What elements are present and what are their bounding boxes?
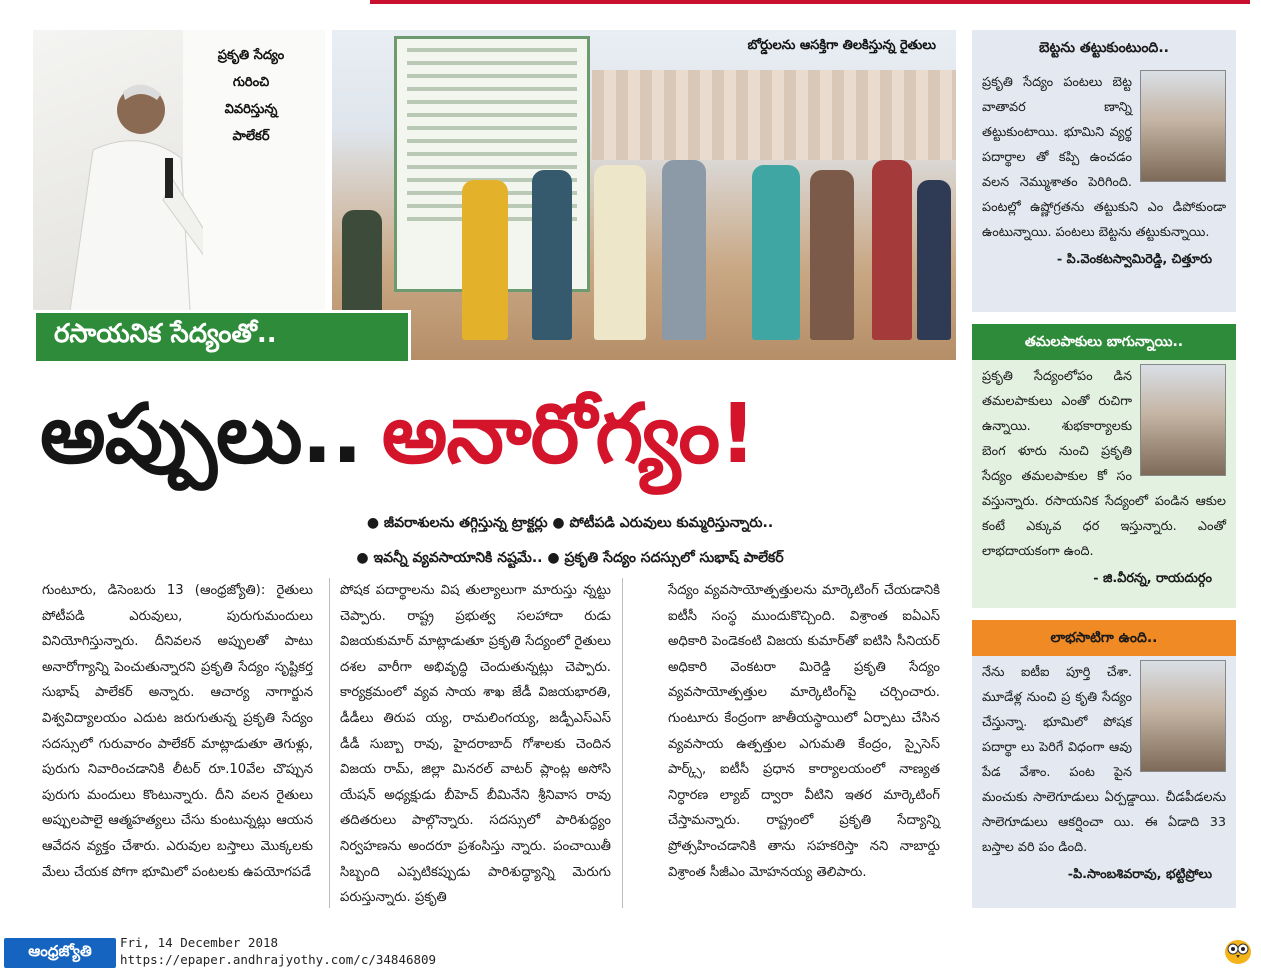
- bullet-row: ● జీవరాశులను తగ్గిస్తున్న ట్రాక్టర్లు ● పోటీపడి ఎరువులు కుమ్మరిస్తున్నారు..: [366, 515, 774, 531]
- edition-date: Fri, 14 December 2018: [120, 935, 279, 950]
- sidebar-text: ప్రకృతి సేద్యంలోపం డిన తమలపాకులు ఎంతో రుచిగా ఉన్నాయి. శుభకార్యాలకు బెంగ ళూరు నుంచి ప్రకృతి సేద్యం తమలపాకుల కో సం వస్తున్నారు. రసాయనిక సేద్యంలో పండిన ఆకుల కంటే ఎక్కువ ధర ఇస్తున్నారు. ఎంతో లాభదాయకంగా ఉంది.: [982, 369, 1226, 559]
- farmer-portrait: [1140, 660, 1226, 772]
- sidebar-text: ప్రకృతి సేద్యం పంటలు బెట్ట వాతావర ణాన్ని తట్టుకుంటాయి. భూమిని వ్యర్థ పదార్థాల తో కప్పి ఉంచడం వలన నెమ్ముశాతం పెరిగింది. పంటల్లో ఉష్ణోగ్రతను తట్టుకుని ఎం డిపోకుండా ఉంటున్నాయి. పంటలు బెట్టను తట్టుకున్నాయి.: [982, 75, 1226, 240]
- sidebar-box-3: [972, 620, 1236, 908]
- top-red-rule: [370, 0, 1250, 4]
- headline-part2: అనారోగ్యం!: [381, 387, 756, 482]
- bullet-points: [200, 506, 940, 576]
- sidebar-box-2: [972, 324, 1236, 608]
- headline-part1: అప్పులు..: [40, 387, 362, 482]
- bullet-row: ● ఇవన్నీ వ్యవసాయానికి నష్టమే.. ● ప్రకృతి సేద్యం సదస్సులో సుభాష్ పాలేకర్: [356, 550, 784, 566]
- column-divider: [329, 578, 330, 908]
- sidebar-title: లాభసాటిగా ఉంది..: [972, 620, 1236, 656]
- main-photo-caption: బోర్డులను ఆసక్తిగా తిలకిస్తున్న రైతులు: [747, 38, 936, 53]
- epaper-url[interactable]: https://epaper.andhrajyothy.com/c/34846809: [120, 952, 437, 967]
- owl-icon: [1222, 934, 1254, 966]
- subheading-banner: రసాయనిక సేద్యంతో..: [33, 310, 411, 364]
- left-photo-caption: ప్రకృతి సేద్యం గురించి వివరిస్తున్న పాలేకర్: [217, 48, 285, 144]
- article-column-3: సేద్యం వ్యవసాయోత్పత్తులను మార్కెటింగ్ చేయడానికి ఐటీసీ సంస్థ ముందుకొచ్చింది. విశ్రాంత ఐఏఎస్ అధికారి పెండెకంటి విజయ కుమార్‌తో ఐటిసి సీనియర్ అధికారి వెంకటరా మిరెడ్డి ప్రకృతి సేద్యం వ్యవసాయోత్పత్తుల మార్కెటింగ్‌పై చర్చించారు. గుంటూరు కేంద్రంగా జాతీయస్థాయిలో ఏర్పాటు చేసిన వ్యవసాయ ఉత్పత్తుల ఎగుమతి కేంద్రం, స్పైసెస్ పార్క్స్, ఐటీసీ ప్రధాన కార్యాలయంలో నాణ్యత నిర్ధారణ ల్యాబ్ ద్వారా వీటిని ఇతర మార్కెటింగ్ చేస్తామన్నారు. రాష్ట్రంలో ప్రకృతి సేద్యాన్ని ప్రోత్సహించడానికి తాను సహకరిస్తా నని నాబార్డు విశ్రాంత సీజీఎం మోహనయ్య తెలిపారు.: [668, 583, 940, 880]
- sidebar-box-1: [972, 30, 1236, 312]
- footer-meta: [120, 934, 436, 968]
- sidebar-signature: - పి.వెంకటస్వామిరెడ్డి, చిత్తూరు: [1056, 252, 1212, 267]
- article-column-1: గుంటూరు, డిసెంబరు 13 (ఆంధ్రజ్యోతి): రైతులు పోటీపడి ఎరువులు, పురుగుమందులు వినియోగిస్తున్నారు. దీనివలన అప్పులతో పాటు అనారోగ్యాన్ని పెంచుతున్నారని ప్రకృతి సేద్యం సృష్టికర్త సుభాష్ పాలేకర్ అన్నారు. ఆచార్య నాగార్జున విశ్వవిద్యాలయం ఎదుట జరుగుతున్న ప్రకృతి సేద్యం సదస్సులో గురువారం పాలేకర్ మాట్లాడుతూ తెగుళ్లు, పురుగు నివారించడానికి లీటర్ రూ.10వేల చొప్పున పురుగు మందులు కొంటున్నారు. దీని వలన రైతులు అప్పులపాలై ఆత్మహత్యలు చేసు కుంటున్నట్లు ఆయన ఆవేదన వ్యక్తం చేశారు. ఎరువుల బస్తాలు మొక్కలకు మేలు చేయక పోగా భూమిలో పంటలకు ఉపయోగపడే: [42, 583, 313, 880]
- farmers-photo: [332, 30, 956, 360]
- sidebar-title: బెట్టను తట్టుకుంటుంది..: [1039, 40, 1169, 56]
- farmer-portrait: [1140, 70, 1226, 182]
- tent-backdrop: [592, 70, 956, 160]
- sidebar-title: తమలపాకులు బాగున్నాయి..: [972, 324, 1236, 360]
- article-column-2: పోషక పదార్థాలను విష తుల్యాలుగా మారుస్తు న్నట్టు చెప్పారు. రాష్ట్ర ప్రభుత్వ సలహాదా రుడు విజయకుమార్ మాట్లాడుతూ ప్రకృతి సేద్యంలో రైతులు దశల వారీగా అభివృద్ధి చెందుతున్నట్లు చెప్పారు. కార్యక్రమంలో వ్యవ సాయ శాఖ జేడీ విజయభారతి, డీడీలు తిరుప య్య, రామలింగయ్య, జడ్పీఎస్‌ఎస్ డీడీ సుబ్బా రావు, హైదరాబాద్ గోశాలకు చెందిన విజయ రామ్, జిల్లా మినరల్ వాటర్ ప్లాంట్ల అసోసి యేషన్ అధ్యక్షుడు బీహెచ్ బీమినేని శ్రీనివాస రావు తదితరులు పాల్గొన్నారు. సదస్సులో పారిశుద్ధ్యం నిర్వహణను అందరూ ప్రశంసిస్తు న్నారు. పంచాయితీ సిబ్బంది ఎప్పటికప్పుడు పారిశుద్ధ్యాన్ని మెరుగు పరుస్తున్నారు. ప్రకృతి: [340, 583, 611, 906]
- column-divider: [622, 578, 623, 908]
- sidebar-text: నేను ఐటీఐ పూర్తి చేశా. మూడేళ్ల నుంచి ప్ర కృతి సేద్యం చేస్తున్నా. భూమిలో పోషక పదార్థా లు పెరిగే విధంగా ఆవు పేడ వేశాం. పంట పైన మంచుకు సాలెగూడులు ఏర్పడ్డాయి. చీడపీడలను సాలెగూడులు ఆకర్షించా యి. ఈ ఏడాది 33 బస్తాల వరి పం డింది.: [982, 665, 1226, 855]
- newspaper-logo: ఆంధ్రజ్యోతి: [4, 938, 116, 968]
- farmer-portrait: [1140, 364, 1226, 476]
- headline: [40, 380, 940, 490]
- sidebar-signature: -పి.సాంబశివరావు, భట్టిప్రోలు: [1067, 867, 1212, 882]
- sidebar-signature: - జి.వీరన్న, రాయదుర్గం: [1093, 571, 1212, 586]
